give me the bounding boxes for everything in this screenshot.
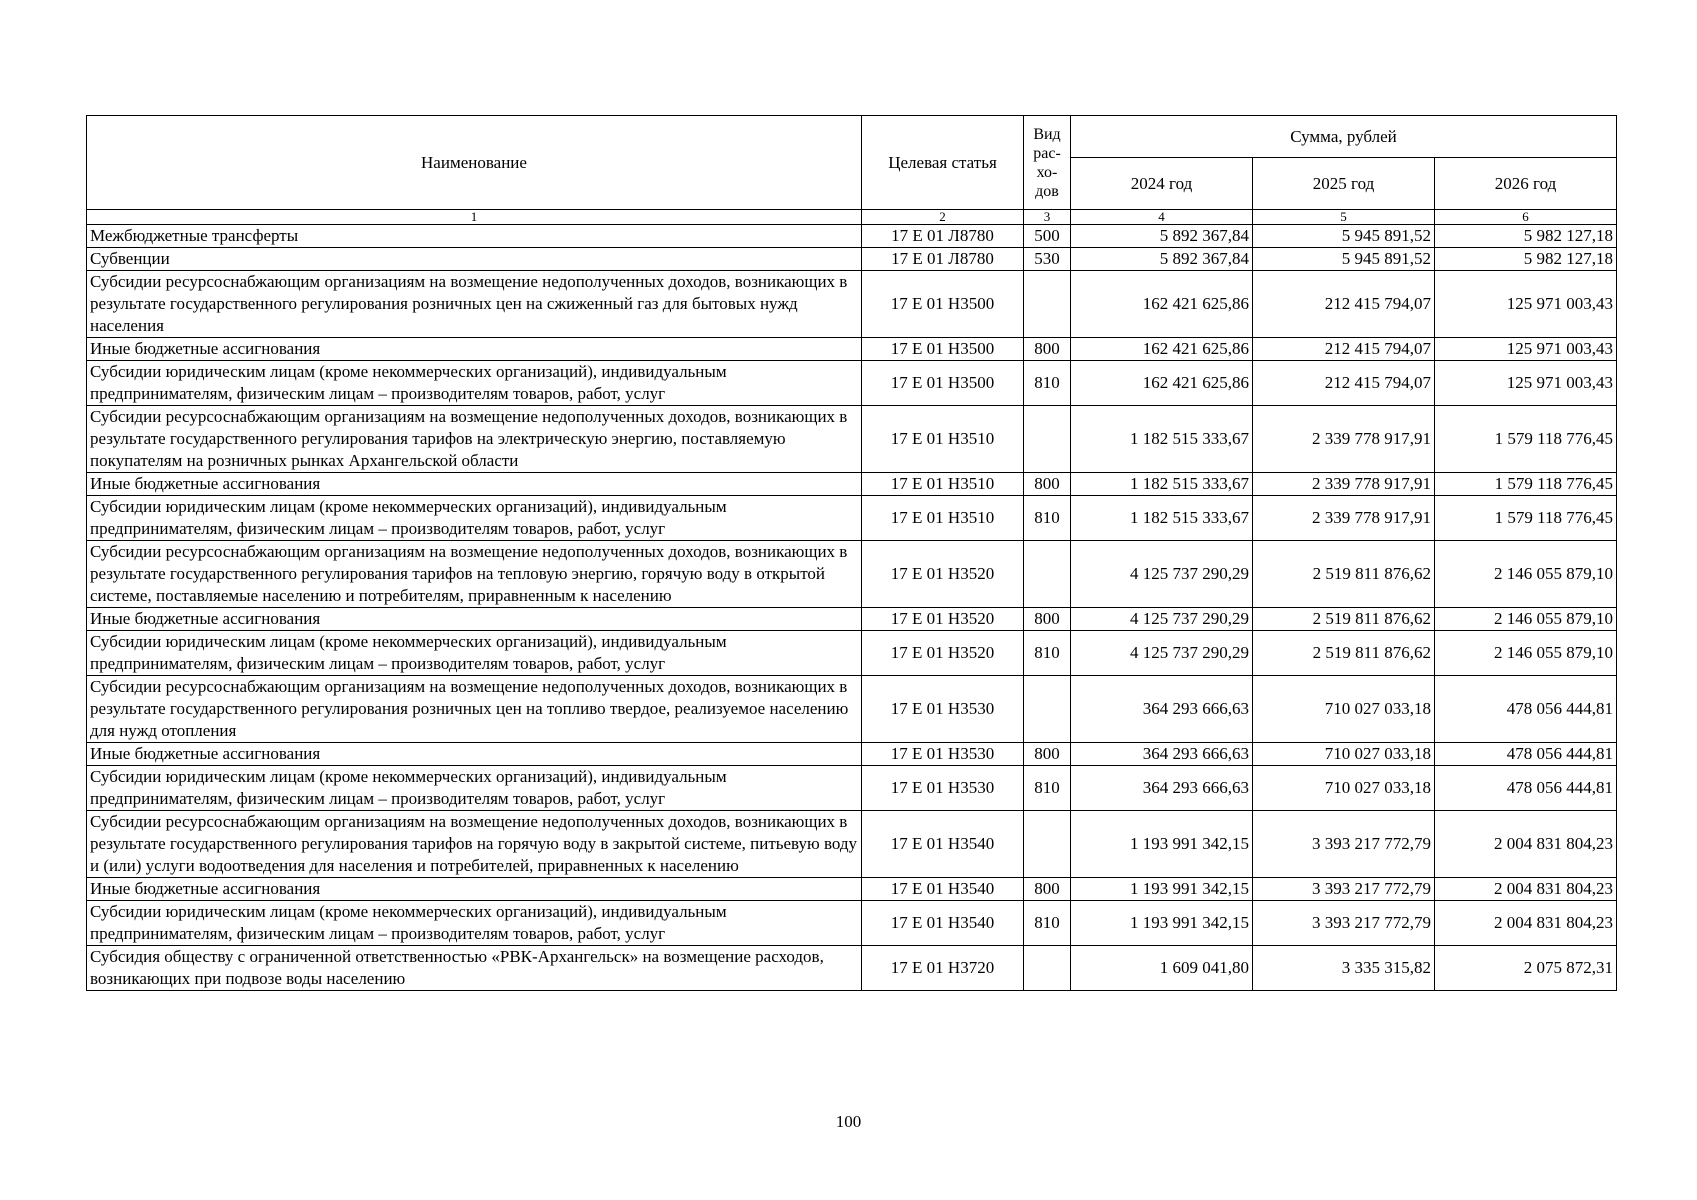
amount-2026-cell: 1 579 118 776,45 bbox=[1435, 473, 1617, 496]
column-number: 5 bbox=[1253, 210, 1435, 225]
amount-2024-cell: 1 193 991 342,15 bbox=[1071, 901, 1253, 946]
amount-2024-cell: 1 182 515 333,67 bbox=[1071, 406, 1253, 473]
amount-2025-cell: 3 393 217 772,79 bbox=[1253, 901, 1435, 946]
amount-2025-cell: 5 945 891,52 bbox=[1253, 248, 1435, 271]
target-article-cell: 17 Е 01 Н3530 bbox=[862, 743, 1024, 766]
amount-2024-cell: 162 421 625,86 bbox=[1071, 338, 1253, 361]
amount-2026-cell: 478 056 444,81 bbox=[1435, 743, 1617, 766]
amount-2026-cell: 2 004 831 804,23 bbox=[1435, 811, 1617, 878]
target-article-cell: 17 Е 01 Н3540 bbox=[862, 901, 1024, 946]
amount-2024-cell: 162 421 625,86 bbox=[1071, 361, 1253, 406]
expense-type-cell: 810 bbox=[1024, 496, 1071, 541]
amount-2025-cell: 3 393 217 772,79 bbox=[1253, 878, 1435, 901]
target-article-cell: 17 Е 01 Н3720 bbox=[862, 946, 1024, 991]
column-number: 6 bbox=[1435, 210, 1617, 225]
expense-type-cell bbox=[1024, 406, 1071, 473]
row-name-cell: Иные бюджетные ассигнования bbox=[87, 338, 862, 361]
table-row bbox=[87, 541, 1617, 608]
header-year-2025: 2025 год bbox=[1253, 158, 1435, 210]
target-article-cell: 17 Е 01 Н3510 bbox=[862, 496, 1024, 541]
table-row bbox=[87, 496, 1617, 541]
target-article-cell: 17 Е 01 Н3540 bbox=[862, 811, 1024, 878]
table-row bbox=[87, 225, 1617, 248]
amount-2026-cell: 5 982 127,18 bbox=[1435, 248, 1617, 271]
page-number: 100 bbox=[835, 1112, 862, 1131]
column-number: 3 bbox=[1024, 210, 1071, 225]
amount-2024-cell: 1 182 515 333,67 bbox=[1071, 473, 1253, 496]
amount-2024-cell: 1 193 991 342,15 bbox=[1071, 878, 1253, 901]
table-row bbox=[87, 361, 1617, 406]
target-article-cell: 17 Е 01 Н3530 bbox=[862, 676, 1024, 743]
column-number: 1 bbox=[87, 210, 862, 225]
table-row bbox=[87, 811, 1617, 878]
amount-2026-cell: 2 075 872,31 bbox=[1435, 946, 1617, 991]
row-name-cell: Субсидии ресурсоснабжающим организациям на возмещение недополученных доходов, возникающих в результате государственного регулирования тарифов на тепловую энергию, горячую воду в открытой системе, поставляемые населению и потребителям, приравненным к населению bbox=[87, 541, 862, 608]
row-name-cell: Субсидии юридическим лицам (кроме некоммерческих организаций), индивидуальным предпринимателям, физическим лицам – производителям товаров, работ, услуг bbox=[87, 496, 862, 541]
amount-2026-cell: 2 146 055 879,10 bbox=[1435, 541, 1617, 608]
expense-type-cell: 800 bbox=[1024, 743, 1071, 766]
expense-type-cell: 800 bbox=[1024, 608, 1071, 631]
column-number: 4 bbox=[1071, 210, 1253, 225]
amount-2025-cell: 212 415 794,07 bbox=[1253, 338, 1435, 361]
target-article-cell: 17 Е 01 Н3520 bbox=[862, 541, 1024, 608]
amount-2024-cell: 1 609 041,80 bbox=[1071, 946, 1253, 991]
amount-2024-cell: 364 293 666,63 bbox=[1071, 676, 1253, 743]
target-article-cell: 17 Е 01 Н3530 bbox=[862, 766, 1024, 811]
row-name-cell: Иные бюджетные ассигнования bbox=[87, 473, 862, 496]
amount-2025-cell: 2 339 778 917,91 bbox=[1253, 473, 1435, 496]
expense-type-cell bbox=[1024, 541, 1071, 608]
expense-type-cell: 810 bbox=[1024, 901, 1071, 946]
amount-2025-cell: 2 519 811 876,62 bbox=[1253, 631, 1435, 676]
target-article-cell: 17 Е 01 Н3520 bbox=[862, 608, 1024, 631]
amount-2026-cell: 125 971 003,43 bbox=[1435, 271, 1617, 338]
amount-2026-cell: 478 056 444,81 bbox=[1435, 766, 1617, 811]
amount-2024-cell: 4 125 737 290,29 bbox=[1071, 608, 1253, 631]
target-article-cell: 17 Е 01 Н3510 bbox=[862, 473, 1024, 496]
table-row bbox=[87, 248, 1617, 271]
header-expense-type: Вид рас-хо-дов bbox=[1024, 116, 1071, 210]
amount-2025-cell: 3 335 315,82 bbox=[1253, 946, 1435, 991]
amount-2025-cell: 2 339 778 917,91 bbox=[1253, 496, 1435, 541]
amount-2024-cell: 4 125 737 290,29 bbox=[1071, 631, 1253, 676]
row-name-cell: Межбюджетные трансферты bbox=[87, 225, 862, 248]
amount-2025-cell: 3 393 217 772,79 bbox=[1253, 811, 1435, 878]
table-row bbox=[87, 766, 1617, 811]
row-name-cell: Субсидии юридическим лицам (кроме некоммерческих организаций), индивидуальным предпринимателям, физическим лицам – производителям товаров, работ, услуг bbox=[87, 361, 862, 406]
target-article-cell: 17 Е 01 Н3500 bbox=[862, 338, 1024, 361]
amount-2026-cell: 125 971 003,43 bbox=[1435, 361, 1617, 406]
amount-2024-cell: 1 193 991 342,15 bbox=[1071, 811, 1253, 878]
amount-2026-cell: 1 579 118 776,45 bbox=[1435, 406, 1617, 473]
table-row bbox=[87, 338, 1617, 361]
table-row bbox=[87, 878, 1617, 901]
table-row bbox=[87, 608, 1617, 631]
target-article-cell: 17 Е 01 Л8780 bbox=[862, 248, 1024, 271]
row-name-cell: Субсидии ресурсоснабжающим организациям на возмещение недополученных доходов, возникающих в результате государственного регулирования розничных цен на топливо твердое, реализуемое населению для нужд отопления bbox=[87, 676, 862, 743]
table-row bbox=[87, 743, 1617, 766]
amount-2025-cell: 2 519 811 876,62 bbox=[1253, 541, 1435, 608]
amount-2025-cell: 2 339 778 917,91 bbox=[1253, 406, 1435, 473]
table-row bbox=[87, 676, 1617, 743]
table-row bbox=[87, 271, 1617, 338]
table-header bbox=[87, 116, 1617, 225]
expense-type-cell: 810 bbox=[1024, 631, 1071, 676]
target-article-cell: 17 Е 01 Н3500 bbox=[862, 361, 1024, 406]
target-article-cell: 17 Е 01 Н3540 bbox=[862, 878, 1024, 901]
expense-type-cell bbox=[1024, 946, 1071, 991]
amount-2026-cell: 1 579 118 776,45 bbox=[1435, 496, 1617, 541]
expense-type-cell: 800 bbox=[1024, 878, 1071, 901]
row-name-cell: Субвенции bbox=[87, 248, 862, 271]
row-name-cell: Субсидии ресурсоснабжающим организациям на возмещение недополученных доходов, возникающих в результате государственного регулирования тарифов на электрическую энергию, поставляемую покупателям на розничных рынках Архангельской области bbox=[87, 406, 862, 473]
row-name-cell: Иные бюджетные ассигнования bbox=[87, 608, 862, 631]
amount-2026-cell: 125 971 003,43 bbox=[1435, 338, 1617, 361]
header-name: Наименование bbox=[87, 116, 862, 210]
table-row bbox=[87, 473, 1617, 496]
row-name-cell: Субсидия обществу с ограниченной ответственностью «РВК-Архангельск» на возмещение расходов, возникающих при подвозе воды населению bbox=[87, 946, 862, 991]
expense-type-cell bbox=[1024, 271, 1071, 338]
amount-2026-cell: 2 146 055 879,10 bbox=[1435, 608, 1617, 631]
expense-type-cell bbox=[1024, 811, 1071, 878]
amount-2025-cell: 710 027 033,18 bbox=[1253, 743, 1435, 766]
amount-2024-cell: 1 182 515 333,67 bbox=[1071, 496, 1253, 541]
expense-type-cell: 800 bbox=[1024, 338, 1071, 361]
row-name-cell: Иные бюджетные ассигнования bbox=[87, 878, 862, 901]
table-row bbox=[87, 406, 1617, 473]
row-name-cell: Иные бюджетные ассигнования bbox=[87, 743, 862, 766]
row-name-cell: Субсидии юридическим лицам (кроме некоммерческих организаций), индивидуальным предпринимателям, физическим лицам – производителям товаров, работ, услуг bbox=[87, 766, 862, 811]
amount-2026-cell: 2 004 831 804,23 bbox=[1435, 901, 1617, 946]
row-name-cell: Субсидии юридическим лицам (кроме некоммерческих организаций), индивидуальным предпринимателям, физическим лицам – производителям товаров, работ, услуг bbox=[87, 631, 862, 676]
target-article-cell: 17 Е 01 Н3500 bbox=[862, 271, 1024, 338]
expense-type-cell: 500 bbox=[1024, 225, 1071, 248]
target-article-cell: 17 Е 01 Н3520 bbox=[862, 631, 1024, 676]
column-number: 2 bbox=[862, 210, 1024, 225]
amount-2024-cell: 364 293 666,63 bbox=[1071, 743, 1253, 766]
table-row bbox=[87, 901, 1617, 946]
table-row bbox=[87, 631, 1617, 676]
amount-2024-cell: 5 892 367,84 bbox=[1071, 225, 1253, 248]
row-name-cell: Субсидии юридическим лицам (кроме некоммерческих организаций), индивидуальным предпринимателям, физическим лицам – производителям товаров, работ, услуг bbox=[87, 901, 862, 946]
expense-type-cell: 810 bbox=[1024, 766, 1071, 811]
expense-type-cell: 800 bbox=[1024, 473, 1071, 496]
budget-table bbox=[86, 115, 1617, 991]
amount-2026-cell: 478 056 444,81 bbox=[1435, 676, 1617, 743]
amount-2026-cell: 2 004 831 804,23 bbox=[1435, 878, 1617, 901]
amount-2024-cell: 5 892 367,84 bbox=[1071, 248, 1253, 271]
header-sum: Сумма, рублей bbox=[1071, 116, 1617, 158]
amount-2026-cell: 5 982 127,18 bbox=[1435, 225, 1617, 248]
amount-2025-cell: 212 415 794,07 bbox=[1253, 271, 1435, 338]
row-name-cell: Субсидии ресурсоснабжающим организациям на возмещение недополученных доходов, возникающих в результате государственного регулирования розничных цен на сжиженный газ для бытовых нужд населения bbox=[87, 271, 862, 338]
table-body bbox=[87, 225, 1617, 991]
table-row bbox=[87, 946, 1617, 991]
amount-2025-cell: 710 027 033,18 bbox=[1253, 766, 1435, 811]
expense-type-cell: 530 bbox=[1024, 248, 1071, 271]
header-year-2026: 2026 год bbox=[1435, 158, 1617, 210]
amount-2024-cell: 4 125 737 290,29 bbox=[1071, 541, 1253, 608]
column-number-row bbox=[87, 210, 1617, 225]
expense-type-cell bbox=[1024, 676, 1071, 743]
target-article-cell: 17 Е 01 Л8780 bbox=[862, 225, 1024, 248]
header-target-article: Целевая статья bbox=[862, 116, 1024, 210]
header-year-2024: 2024 год bbox=[1071, 158, 1253, 210]
target-article-cell: 17 Е 01 Н3510 bbox=[862, 406, 1024, 473]
amount-2025-cell: 5 945 891,52 bbox=[1253, 225, 1435, 248]
amount-2024-cell: 162 421 625,86 bbox=[1071, 271, 1253, 338]
amount-2025-cell: 212 415 794,07 bbox=[1253, 361, 1435, 406]
amount-2025-cell: 2 519 811 876,62 bbox=[1253, 608, 1435, 631]
amount-2026-cell: 2 146 055 879,10 bbox=[1435, 631, 1617, 676]
amount-2024-cell: 364 293 666,63 bbox=[1071, 766, 1253, 811]
amount-2025-cell: 710 027 033,18 bbox=[1253, 676, 1435, 743]
row-name-cell: Субсидии ресурсоснабжающим организациям на возмещение недополученных доходов, возникающих в результате государственного регулирования тарифов на горячую воду в закрытой системе, питьевую воду и (или) услуги водоотведения для населения и потребителей, приравненных к населению bbox=[87, 811, 862, 878]
expense-type-cell: 810 bbox=[1024, 361, 1071, 406]
